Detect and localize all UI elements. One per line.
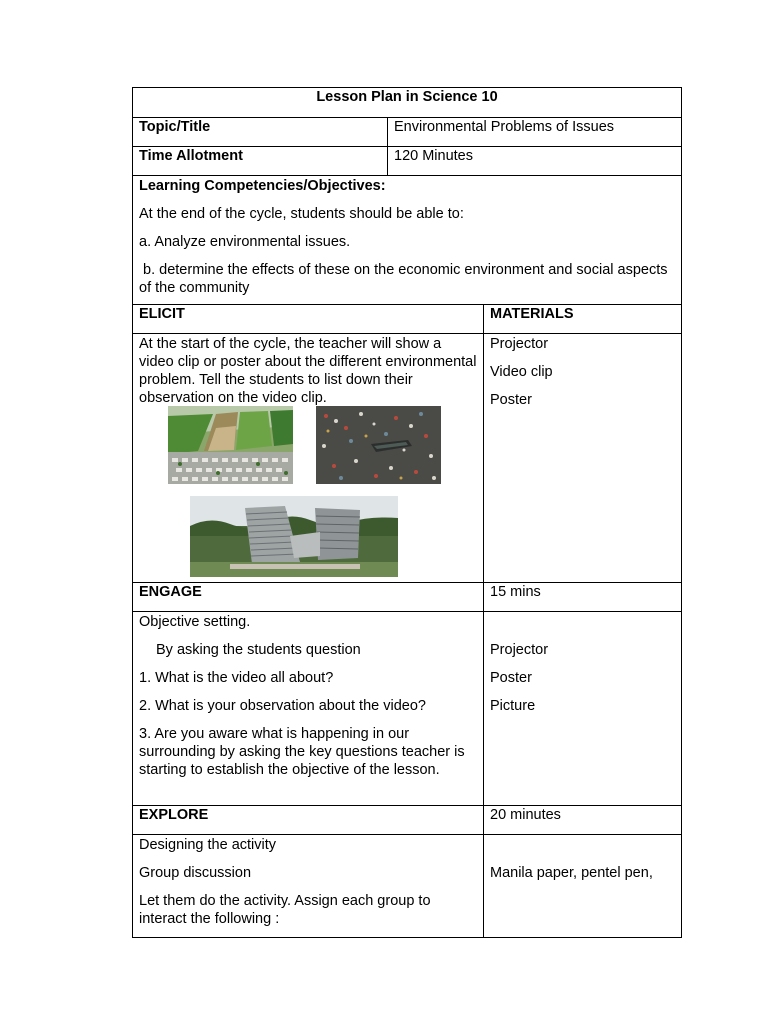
- elicit-heading: ELICIT: [133, 305, 484, 333]
- engage-line-4: 2. What is your observation about the video?: [139, 698, 426, 714]
- modern-buildings-image: [190, 496, 398, 577]
- topic-row: [133, 117, 681, 146]
- explore-line-3: Let them do the activity. Assign each group to interact the following :: [139, 893, 431, 927]
- explore-header-row: [133, 805, 681, 834]
- explore-text-cell: [133, 835, 484, 937]
- title-row: [133, 88, 681, 117]
- objectives-row: [133, 175, 681, 304]
- lesson-title: Lesson Plan in Science 10: [316, 89, 498, 105]
- engage-material-2: Poster: [490, 670, 532, 686]
- engage-header-row: [133, 582, 681, 611]
- time-value: 120 Minutes: [394, 148, 473, 164]
- engage-line-5: 3. Are you aware what is happening in our surrounding by asking the key questions teacher is starting to establish the objective of the lesson.: [139, 726, 465, 778]
- farmland-aerial-image: [168, 406, 293, 484]
- objectives-intro: At the end of the cycle, students should be able to:: [139, 206, 464, 222]
- explore-heading: EXPLORE: [133, 806, 484, 834]
- explore-body-row: [133, 834, 681, 937]
- explore-materials-cell: [484, 835, 681, 937]
- engage-material-3: Picture: [490, 698, 536, 714]
- objective-b: b. determine the effects of these on the economic environment and social aspects of the community: [139, 262, 672, 296]
- objectives-cell: [133, 176, 681, 304]
- engage-duration: 15 mins: [490, 584, 541, 600]
- explore-line-2: Group discussion: [139, 865, 252, 881]
- engage-line-3: 1. What is the video all about?: [139, 670, 334, 686]
- engage-material-1: Projector: [490, 642, 549, 658]
- engage-body-row: [133, 611, 681, 805]
- elicit-material-3: Poster: [490, 392, 532, 408]
- time-row: [133, 146, 681, 175]
- objective-a: a. Analyze environmental issues.: [139, 234, 351, 250]
- topic-value: Environmental Problems of Issues: [394, 119, 615, 135]
- engage-line-1: Objective setting.: [139, 614, 251, 630]
- elicit-materials-cell: [484, 334, 681, 582]
- explore-duration: 20 minutes: [490, 807, 561, 823]
- engage-line-2: By asking the students question: [156, 642, 361, 658]
- engage-text-cell: [133, 612, 484, 805]
- lesson-plan-table: [132, 87, 682, 938]
- polluted-river-image: [316, 406, 441, 484]
- elicit-material-2: Video clip: [490, 364, 553, 380]
- explore-line-1: Designing the activity: [139, 837, 277, 853]
- elicit-text: At the start of the cycle, the teacher will show a video clip or poster about the different environmental problem. Tell the students to list down their observation on the video clip.: [139, 336, 477, 406]
- elicit-material-1: Projector: [490, 336, 549, 352]
- explore-materials: Manila paper, pentel pen,: [490, 865, 653, 881]
- elicit-header-row: [133, 304, 681, 333]
- time-label: Time Allotment: [133, 147, 388, 175]
- engage-heading: ENGAGE: [133, 583, 484, 611]
- topic-label: Topic/Title: [133, 118, 388, 146]
- elicit-body-row: [133, 333, 681, 582]
- materials-heading: MATERIALS: [490, 306, 574, 322]
- objectives-heading: Learning Competencies/Objectives:: [139, 178, 386, 194]
- engage-materials-cell: [484, 612, 681, 805]
